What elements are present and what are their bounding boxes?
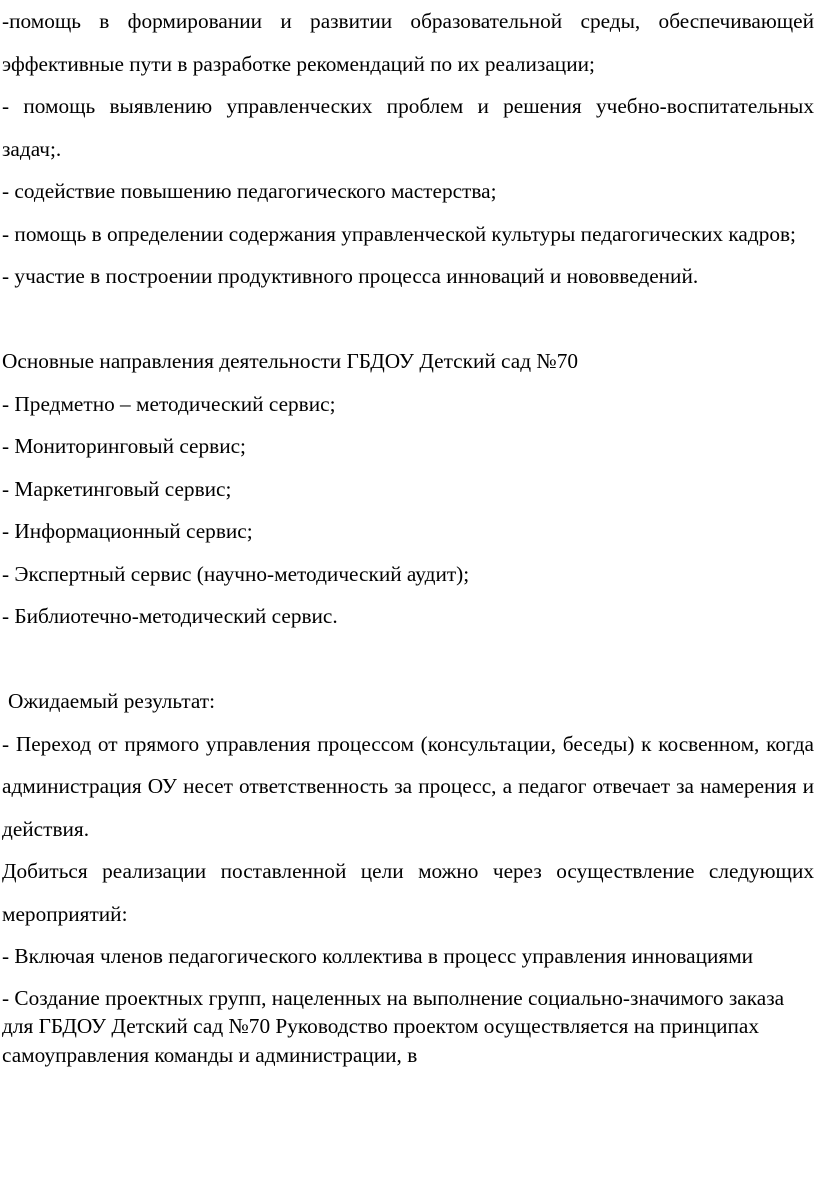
section-heading: Основные направления деятельности ГБДОУ Детский сад №70	[2, 349, 579, 373]
list-item: - Библиотечно-методический сервис.	[2, 604, 338, 628]
list-item: - Предметно – методический сервис;	[2, 391, 336, 416]
paragraph: Добиться реализации поставленной цели можно через осуществление следующих мероприятий:	[2, 859, 814, 926]
paragraph: - Включая членов педагогического коллектива в процесс управления инновациями	[2, 944, 754, 968]
paragraph: -помощь в формировании и развитии образовательной среды, обеспечивающей эффективные пути в разработке рекомендаций по их реализации;	[2, 9, 814, 76]
list-item: - Мониторинговый сервис;	[2, 434, 246, 458]
section-heading: Ожидаемый результат:	[8, 689, 215, 713]
paragraph: - помощь в определении содержания управленческой культуры педагогических кадров;	[2, 221, 796, 246]
list-item: - Информационный сервис;	[2, 519, 253, 543]
list-item: - Экспертный сервис (научно-методический аудит);	[2, 561, 470, 586]
paragraph: - помощь выявлению управленческих проблем и решения учебно-воспитательных задач;.	[2, 94, 814, 161]
paragraph: - содействие повышению педагогического мастерства;	[2, 179, 497, 203]
paragraph: - участие в построении продуктивного процесса инноваций и нововведений.	[2, 264, 699, 288]
list-item: - Маркетинговый сервис;	[2, 476, 232, 501]
blank-line	[2, 298, 814, 341]
paragraph: - Переход от прямого управления процессом (консультации, беседы) к косвенном, когда администрация ОУ несет ответственность за процесс, а педагог отвечает за намерения и действия.	[2, 731, 814, 841]
blank-line	[2, 638, 814, 681]
paragraph: - Создание проектных групп, нацеленных на выполнение социально-значимого заказа для ГБДОУ Детский сад №70 Руководство проектом осуществляется на принципах самоуправления команды и администрации, в	[2, 985, 785, 1067]
